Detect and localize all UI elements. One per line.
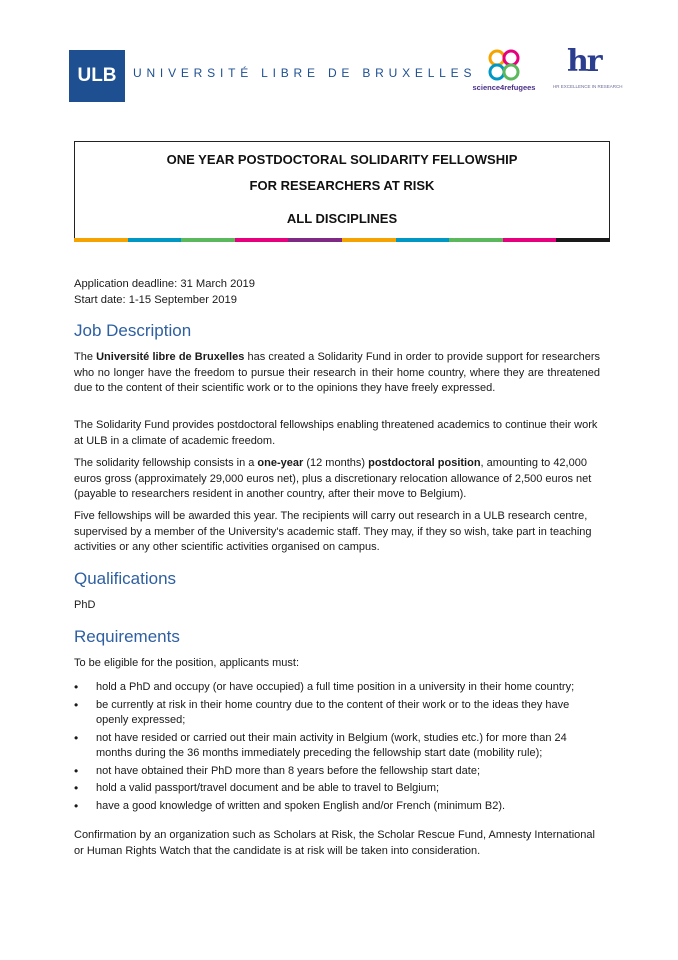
- color-bar-segment: [342, 238, 396, 242]
- title-line-2: FOR RESEARCHERS AT RISK: [249, 178, 435, 193]
- university-name-bold: Université libre de Bruxelles: [96, 351, 245, 363]
- start-date: Start date: 1-15 September 2019: [74, 293, 237, 306]
- color-bar-segment: [128, 238, 182, 242]
- job-paragraph-1: The Université libre de Bruxelles has created a Solidarity Fund in order to provide support for researchers who no longer have the freedom to pursue their research in their home country, where they are threatened due to the content of their scientific work or to the opinions they have freely expressed.: [74, 351, 600, 394]
- requirements-heading: Requirements: [74, 627, 180, 646]
- list-item: • hold a valid passport/travel document and be able to travel to Belgium;: [74, 781, 604, 797]
- s4r-rings-icon: [486, 47, 522, 83]
- job-paragraph-3: The solidarity fellowship consists in a one-year (12 months) postdoctoral position, amounting to 42,000 euros gross (approximately 29,000 euros net), plus a discretionary relocation allowance of 2,500 euros net (payable to researchers resident in another country, after their move to Belgium).: [74, 457, 592, 500]
- color-bar-segment: [449, 238, 503, 242]
- list-item: • not have resided or carried out their main activity in Belgium (work, studies etc.) for more than 24 months during the 36 months immediately preceding the fellowship start date (mobility rule);: [74, 731, 604, 762]
- hr-mark: hr: [567, 44, 601, 79]
- list-item: • not have obtained their PhD more than 8 years before the fellowship start date;: [74, 764, 604, 780]
- requirements-list: [74, 680, 604, 816]
- qualifications-text: PhD: [74, 599, 96, 611]
- list-item: • have a good knowledge of written and spoken English and/or French (minimum B2).: [74, 799, 604, 815]
- job-paragraph-4: Five fellowships will be awarded this year. The recipients will carry out research in a ULB research centre, supervised by a member of the University's academic staff. They may, if they so wish, take part in teaching activities or any other scientific activities organised on campus.: [74, 510, 592, 553]
- confirmation-text: Confirmation by an organization such as Scholars at Risk, the Scholar Rescue Fund, Amnesty International or Human Rights Watch that the candidate is at risk will be taken into consideration.: [74, 829, 595, 857]
- job-paragraph-2: The Solidarity Fund provides postdoctoral fellowships enabling threatened academics to continue their work at ULB in a climate of academic freedom.: [74, 419, 598, 447]
- title-box: [74, 141, 610, 241]
- application-deadline: Application deadline: 31 March 2019: [74, 278, 255, 290]
- dates-block: [74, 277, 255, 308]
- hr-excellence-logo: [553, 44, 623, 94]
- color-bar-segment: [181, 238, 235, 242]
- title-line-1: ONE YEAR POSTDOCTORAL SOLIDARITY FELLOWSHIP: [166, 152, 518, 167]
- hr-logo-text: HR EXCELLENCE IN RESEARCH: [553, 84, 623, 89]
- list-item: • hold a PhD and occupy (or have occupied) a full time position in a university in their home country;: [74, 680, 604, 696]
- title-line-3: ALL DISCIPLINES: [286, 211, 398, 226]
- title-color-bar: [74, 238, 610, 242]
- list-item: • be currently at risk in their home country due to the content of their work or to the ideas they have openly expressed;: [74, 698, 604, 729]
- ulb-logo: ULB: [69, 50, 125, 102]
- color-bar-segment: [503, 238, 557, 242]
- color-bar-segment: [396, 238, 450, 242]
- color-bar-segment: [235, 238, 289, 242]
- requirements-intro: To be eligible for the position, applicants must:: [74, 657, 300, 669]
- s4r-logo-text: science4refugees: [472, 83, 536, 92]
- job-description-heading: Job Description: [74, 321, 192, 340]
- color-bar-segment: [74, 238, 128, 242]
- university-name: UNIVERSITÉ LIBRE DE BRUXELLES: [133, 66, 477, 80]
- color-bar-segment: [556, 238, 610, 242]
- qualifications-heading: Qualifications: [74, 569, 177, 588]
- science4refugees-logo: [468, 47, 540, 95]
- color-bar-segment: [288, 238, 342, 242]
